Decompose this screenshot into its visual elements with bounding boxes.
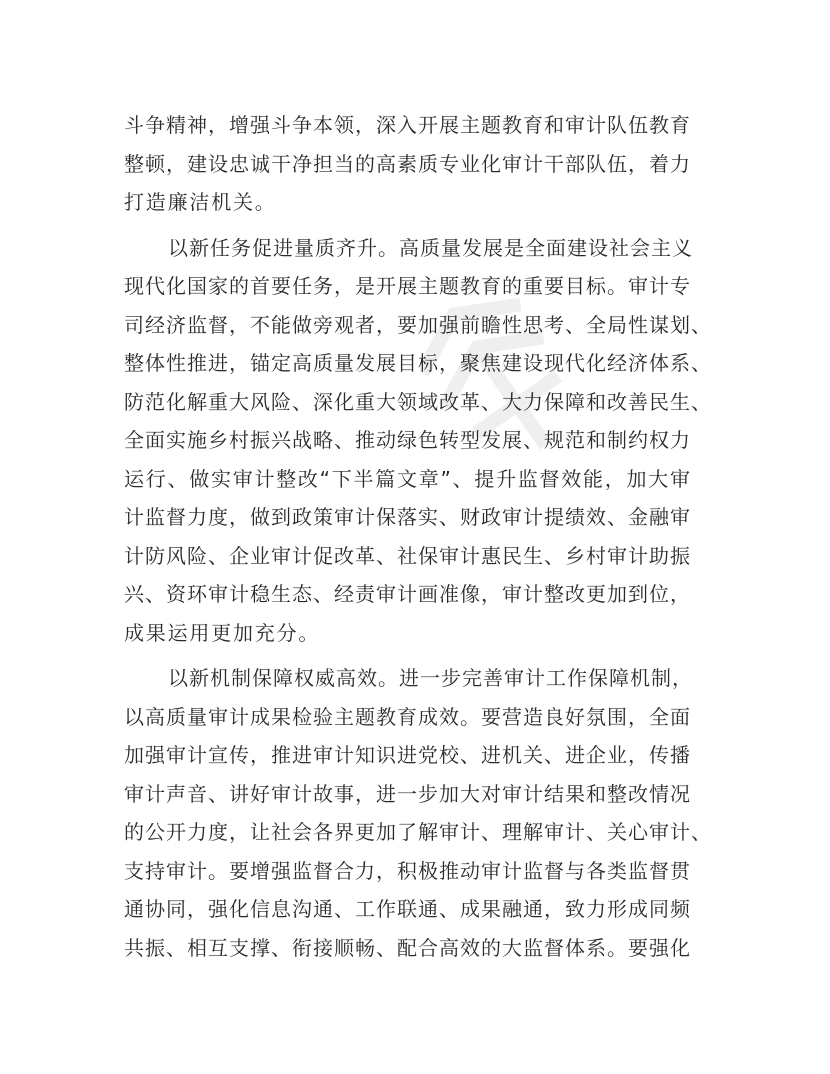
text-line: 计监督力度，做到政策审计保落实、财政审计提绩效、金融审 [124,505,691,529]
text-line: 以新机制保障权威高效。进一步完善审计工作保障机制， [168,666,693,690]
text-line: 以新任务促进量质齐升。高质量发展是全面建设社会主义 [168,235,693,260]
text-line: 运行、做实审计整改“下半篇文章”、提升监督效能，加大审 [124,466,691,491]
text-line: 以高质量审计成果检验主题教育成效。要营造良好氛围，全面 [124,704,691,729]
text-line: 现代化国家的首要任务，是开展主题教育的重要目标。审计专 [124,274,691,298]
text-line: 审计声音、讲好审计故事，进一步加大对审计结果和整改情况 [124,781,691,806]
text-line: 加强审计宣传，推进审计知识进党校、进机关、进企业，传播 [124,743,691,767]
text-line: 司经济监督，不能做旁观者，要加强前瞻性思考、全局性谋划、 [124,312,712,337]
text-line: 全面实施乡村振兴战略、推动绿色转型发展、规范和制约权力 [124,428,691,452]
text-line: 整体性推进，锚定高质量发展目标，聚焦建设现代化经济体系、 [124,351,712,375]
text-line: 支持审计。要增强监督合力，积极推动审计监督与各类监督贯 [124,858,691,883]
text-line: 通协同，强化信息沟通、工作联通、成果融通，致力形成同频 [124,897,691,921]
text-line: 防范化解重大风险、深化重大领域改革、大力保障和改善民生、 [124,389,712,414]
text-line: 的公开力度，让社会各界更加了解审计、理解审计、关心审计、 [124,820,712,844]
text-line: 兴、资环审计稳生态、经责审计画准像，审计整改更加到位， [124,582,691,606]
text-line: 打造廉洁机关。 [124,190,277,214]
text-line: 成果运用更加充分。 [124,620,321,645]
text-line: 计防风险、企业审计促改革、社保审计惠民生、乡村审计助振 [124,543,691,568]
text-line: 整顿，建设忠诚干净担当的高素质专业化审计干部队伍，着力 [124,151,691,176]
text-line: 共振、相互支撑、衔接顺畅、配合高效的大监督体系。要强化 [124,935,691,960]
text-line: 斗争精神，增强斗争本领，深入开展主题教育和审计队伍教育 [124,113,691,137]
